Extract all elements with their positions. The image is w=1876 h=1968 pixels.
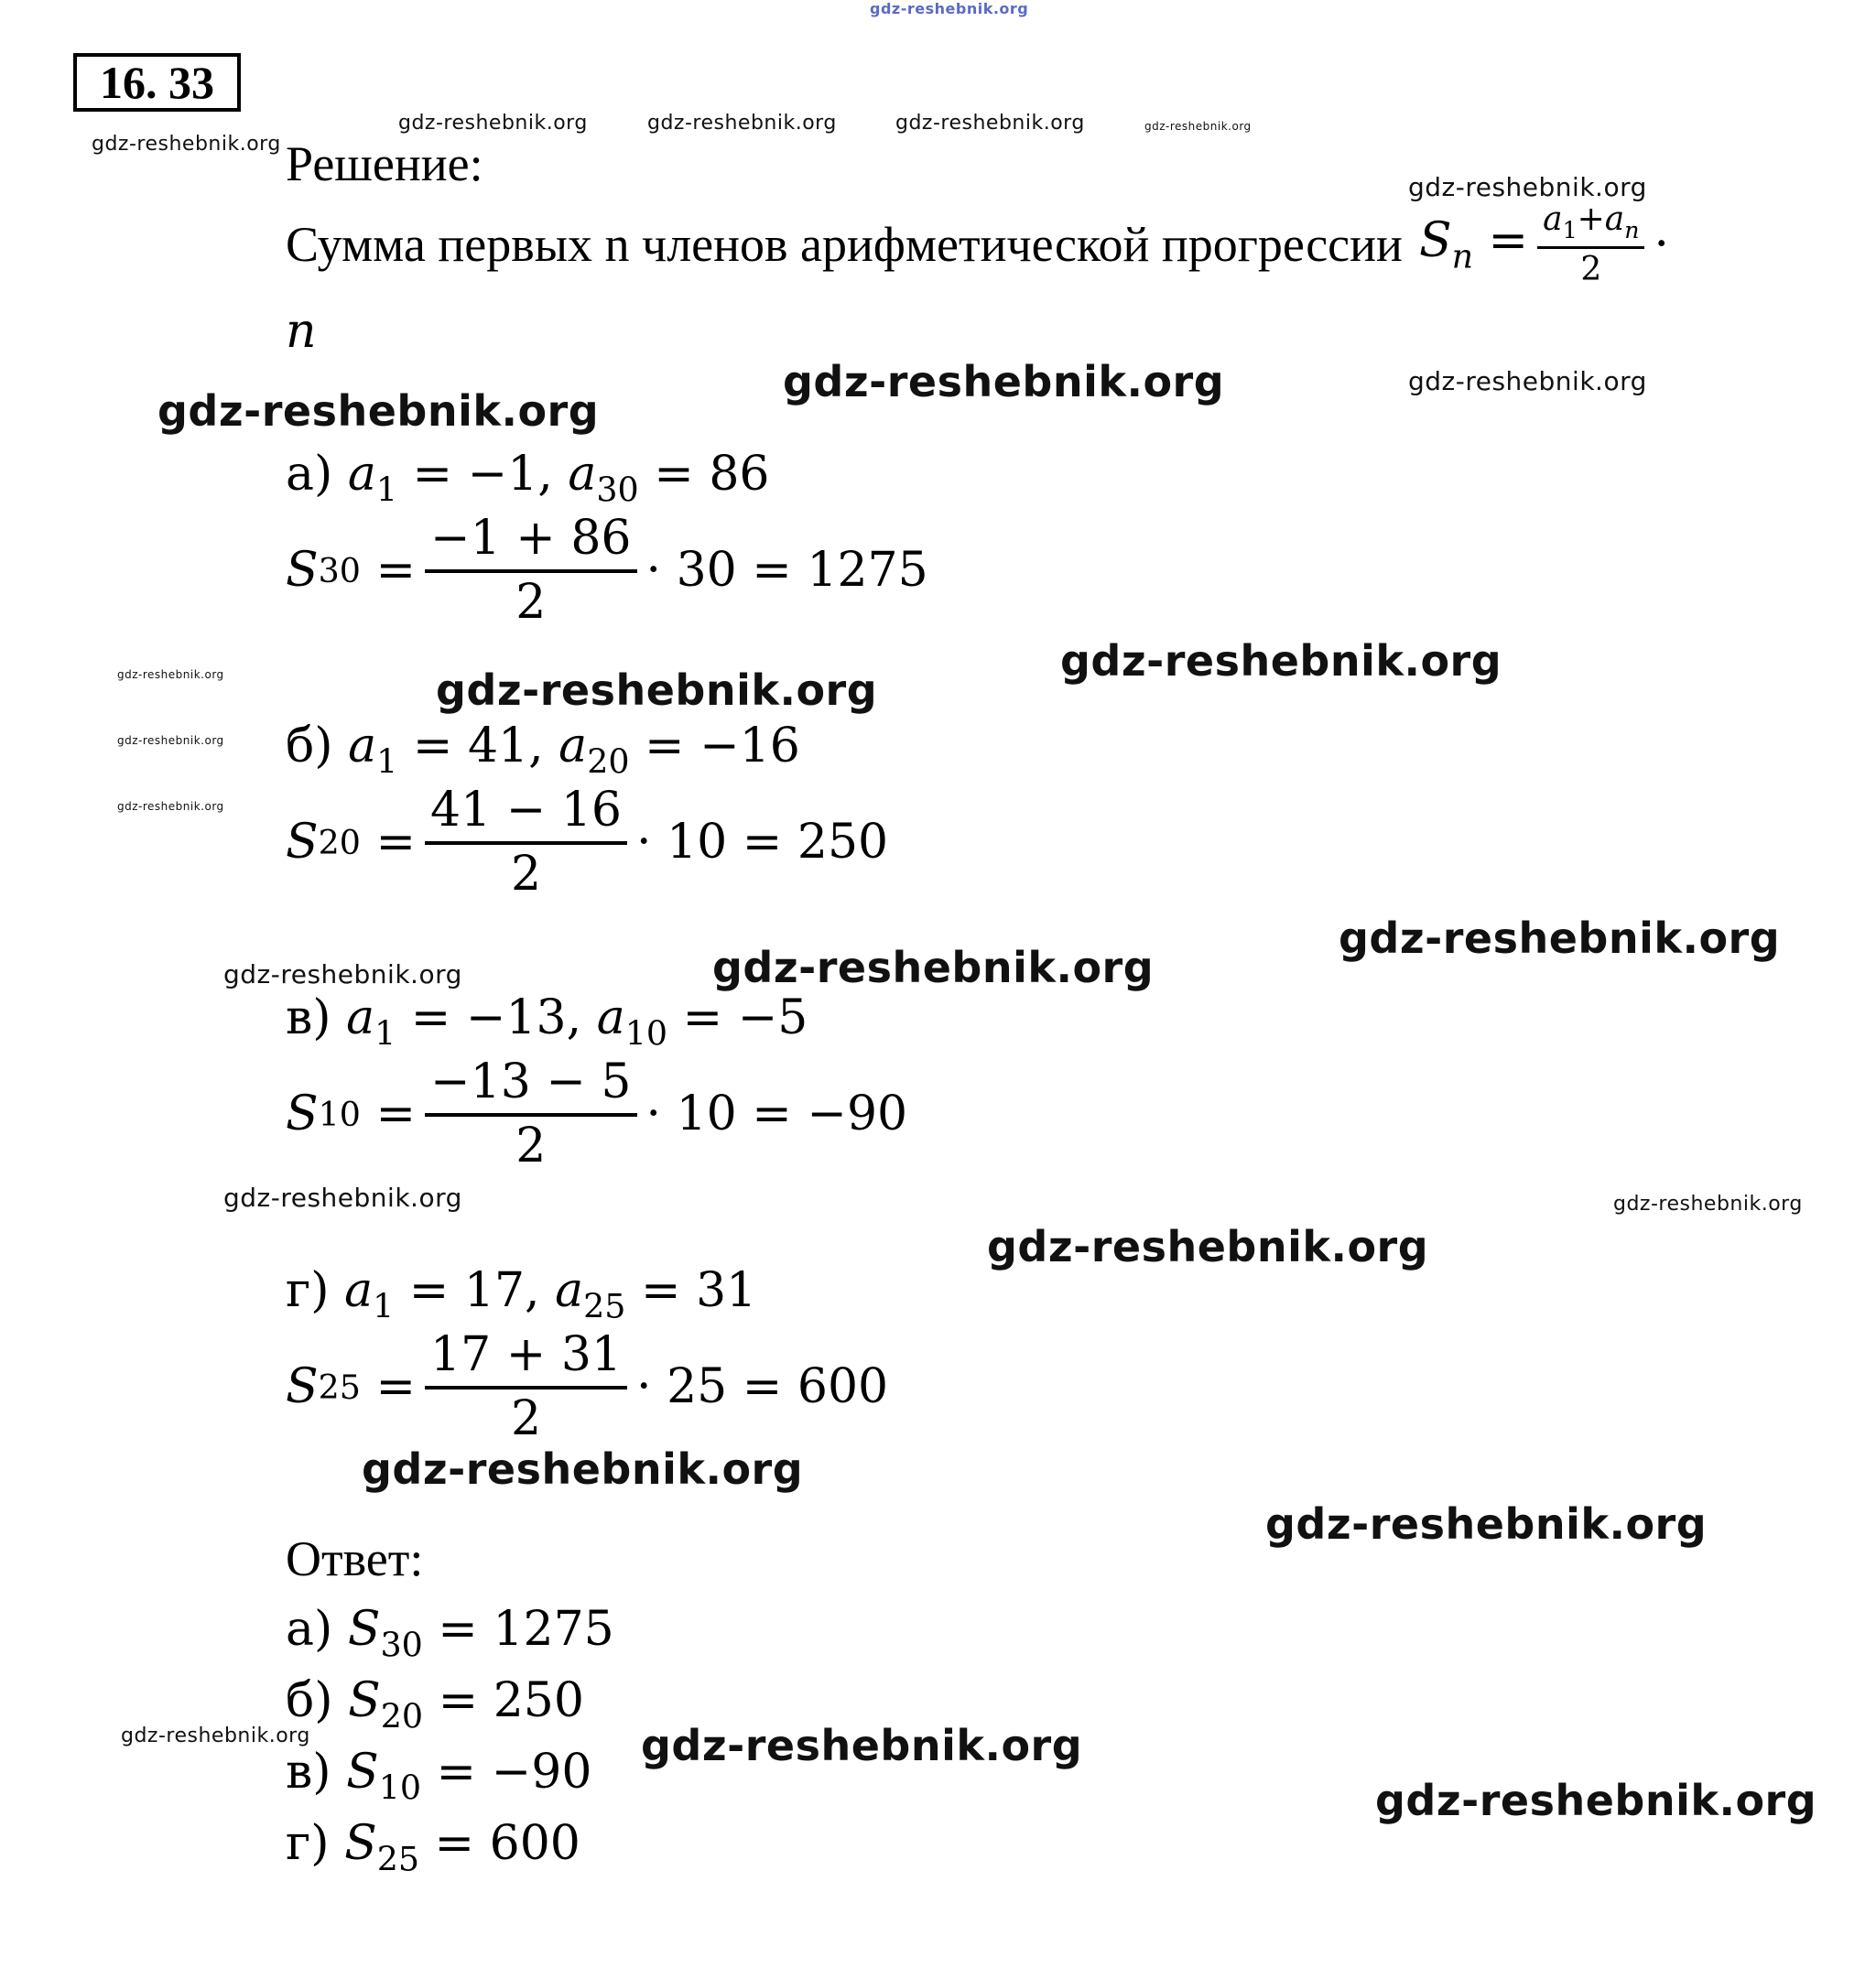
watermark: gdz-reshebnik.org [223, 959, 462, 989]
watermark: gdz-reshebnik.org [117, 668, 224, 681]
watermark: gdz-reshebnik.org [398, 112, 588, 135]
part-g-solution: S 25 = $\frac{17 + 31}{2}$ · 25 = 600 [286, 1327, 889, 1446]
watermark: gdz-reshebnik.org [362, 1444, 804, 1494]
watermark: gdz-reshebnik.org [647, 112, 837, 135]
formula-dot: · [1654, 217, 1670, 272]
part-v-solution: S 10 = $\frac{-13 - 5}{2}$ · 10 = −90 [286, 1054, 908, 1173]
problem-number: 16. 33 [73, 53, 241, 112]
formula-line [286, 194, 1669, 295]
watermark: gdz-reshebnik.org [1144, 120, 1252, 133]
answer-g: г) $S_{25} = 600$ [286, 1816, 580, 1879]
watermark: gdz-reshebnik.org [1375, 1776, 1817, 1825]
watermark: gdz-reshebnik.org [1060, 636, 1502, 686]
watermark: gdz-reshebnik.org [1339, 914, 1781, 963]
solution-label: Решение: [286, 136, 483, 191]
watermark: gdz-reshebnik.org [157, 386, 600, 436]
formula-text: Сумма первых n членов арифметической прогрессии [286, 217, 1403, 272]
watermark: gdz-reshebnik.org [1613, 1193, 1803, 1216]
watermark: gdz-reshebnik.org [223, 1183, 462, 1213]
watermark: gdz-reshebnik.org [117, 800, 224, 813]
watermark: gdz-reshebnik.org [1408, 366, 1647, 396]
watermark: gdz-reshebnik.org [783, 357, 1225, 406]
watermark: gdz-reshebnik.org [92, 133, 281, 156]
watermark: gdz-reshebnik.org [641, 1721, 1083, 1770]
part-b-solution: S 20 = $\frac{41 - 16}{2}$ · 10 = 250 [286, 783, 889, 902]
watermark: gdz-reshebnik.org [436, 665, 878, 715]
formula-lhs: $S_n$ = [1418, 212, 1529, 276]
formula-n: n [286, 304, 317, 359]
part-g-given: г) $a_1 = 17$, $a_{25} = 31$ [286, 1263, 757, 1326]
answer-v: в) $S_{10} = -90$ [286, 1745, 592, 1808]
answer-b: б) $S_{20} = 250$ [286, 1673, 584, 1736]
watermark: gdz-reshebnik.org [1408, 172, 1647, 202]
watermark: gdz-reshebnik.org [117, 734, 224, 747]
watermark: gdz-reshebnik.org [895, 112, 1085, 135]
watermark: gdz-reshebnik.org [1265, 1499, 1708, 1549]
answer-label: Ответ: [286, 1531, 424, 1586]
part-b-given: б) $a_1 = 41$, $a_{20} = -16$ [286, 719, 800, 782]
part-a-given: а) $a_1 = -1$, $a_{30} = 86$ [286, 447, 770, 510]
watermark: gdz-reshebnik.org [121, 1725, 310, 1747]
watermark: gdz-reshebnik.org [712, 943, 1155, 992]
part-v-given: в) $a_1 = -13$, $a_{10} = -5$ [286, 990, 808, 1054]
part-a-solution: S 30 = $\frac{-1 + 86}{2}$ · 30 = 1275 [286, 511, 928, 630]
answer-a: а) $S_{30} = 1275$ [286, 1602, 614, 1665]
watermark: gdz-reshebnik.org [987, 1222, 1429, 1271]
formula-fraction: $\frac{a_1+a_n}{2}$ [1537, 200, 1644, 289]
watermark: gdz-reshebnik.org [870, 0, 1029, 17]
